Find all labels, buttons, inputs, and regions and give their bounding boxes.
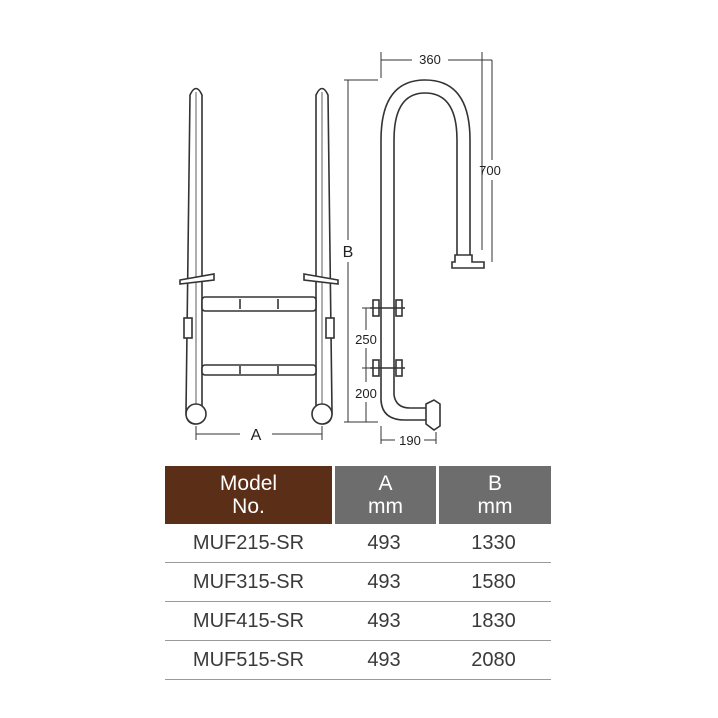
header-b-line1: B — [487, 472, 502, 495]
cell-b: 1830 — [471, 609, 516, 632]
cell-a: 493 — [367, 570, 401, 593]
header-a-line1: A — [378, 472, 393, 495]
dimension-a-label: A — [250, 427, 262, 444]
front-right-rail — [316, 89, 332, 425]
spec-table — [165, 466, 551, 680]
cell-model: MUF415-SR — [192, 609, 305, 632]
table-row — [165, 563, 551, 602]
front-right-foot — [312, 404, 332, 424]
side-deck-anchor — [452, 255, 484, 268]
cell-b: 1330 — [471, 531, 516, 554]
front-step-upper — [202, 297, 316, 311]
cell-b: 1580 — [471, 570, 516, 593]
front-view — [180, 89, 338, 425]
table-row — [165, 602, 551, 641]
side-rail-inner — [394, 93, 457, 255]
header-a — [332, 466, 436, 524]
header-b — [436, 466, 551, 524]
header-model-line1: Model — [219, 472, 278, 495]
cell-a: 493 — [367, 531, 401, 554]
dimension-b-label: B — [342, 244, 354, 261]
dimension-200-label: 200 — [355, 386, 377, 401]
header-model-line2: No. — [232, 495, 265, 518]
cell-b: 2080 — [471, 648, 516, 671]
header-b-line2: mm — [477, 495, 513, 518]
table-row — [165, 524, 551, 563]
side-view — [370, 80, 484, 430]
front-left-rail — [186, 89, 202, 425]
dimension-700-label: 700 — [479, 163, 501, 178]
front-right-bracket — [326, 318, 334, 338]
header-a-line2: mm — [368, 495, 403, 518]
cell-model: MUF215-SR — [192, 531, 305, 554]
cell-model: MUF515-SR — [192, 648, 305, 671]
dimension-190-label: 190 — [399, 433, 421, 448]
dimension-250-label: 250 — [355, 332, 377, 347]
dimension-360-label: 360 — [419, 52, 441, 67]
front-left-foot — [186, 404, 206, 424]
table-header — [165, 466, 551, 524]
front-left-bracket — [184, 318, 192, 338]
side-wall-plate — [426, 400, 440, 430]
cell-a: 493 — [367, 648, 401, 671]
side-rail-bottom-curve — [381, 400, 426, 420]
table-row — [165, 641, 551, 680]
cell-a: 493 — [367, 609, 401, 632]
cell-model: MUF315-SR — [192, 570, 305, 593]
front-step-lower — [202, 365, 316, 375]
header-model — [165, 466, 332, 524]
